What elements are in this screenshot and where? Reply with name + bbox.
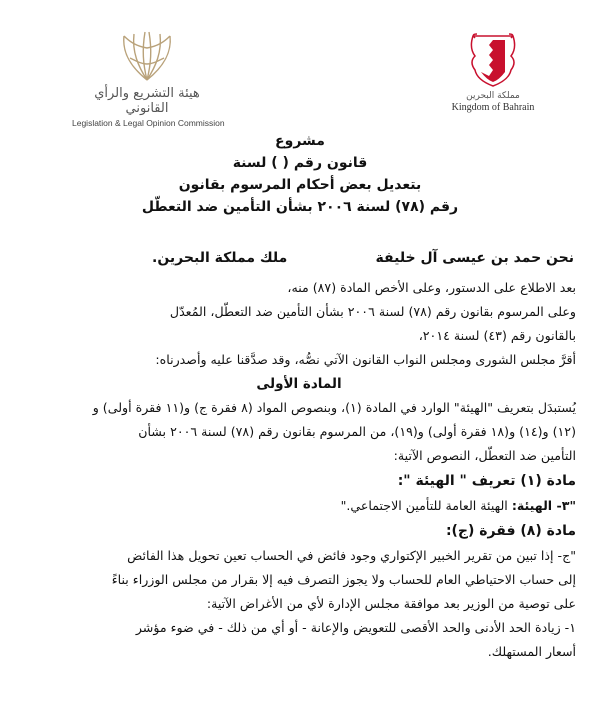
article-eight-line: "ج- إذا تبين من تقرير الخبير الإكتواري وجود فائض في الحساب تعين تحويل هذا الفائض [127,548,576,563]
kingdom-name-ar: مملكة البحرين [466,91,520,101]
article-eight-line: إلى حساب الاحتياطي العام للحساب ولا يجوز التصرف فيه إلا بقرار من مجلس الوزراء بناءً [111,572,576,587]
article-one-line: يُستبدَل بتعريف "الهيئة" الوارد في المادة (١)، وبنصوص المواد (٨ فقرة ج) و(١١ فقرة أولى) و [92,400,576,415]
preamble-enactment: أقرَّ مجلس الشورى ومجلس النواب القانون الآتي نصُّه، وقد صدَّقنا عليه وأصدرناه: [155,352,576,367]
article-eight-line: أسعار المستهلك. [487,644,576,659]
article-one-heading: المادة الأولى [256,376,342,392]
document-title [0,130,600,218]
bahrain-emblem-icon [469,32,517,88]
article-eight-line: ١- زيادة الحد الأدنى والحد الأقصى للتعويض والإعانة - أو أي من ذلك - في ضوء مؤشر [135,620,576,635]
preamble-decree-amended: بالقانون رقم (٤٣) لسنة ٢٠١٤، [418,328,576,343]
title-line-law-number: قانون رقم ( ) لسنة [232,155,368,171]
preamble-constitution: بعد الاطلاع على الدستور، وعلى الأخص المادة (٨٧) منه، [287,280,576,295]
king-name: نحن حمد بن عيسى آل خليفة [375,250,574,266]
kingdom-logo [448,32,538,113]
article-one-line: (١٢) و(١٤) و(١٨ فقرة أولى) و(١٩)، من المرسوم بقانون رقم (٧٨) لسنة ٢٠٠٦ بشأن [138,424,576,439]
title-line-decree: رقم (٧٨) لسنة ٢٠٠٦ بشأن التأمين ضد التعطّل [141,199,459,215]
title-line-draft: مشروع [275,133,325,149]
document-body [22,250,576,664]
definition-term: "٣- الهيئة: [511,498,576,513]
article-eight-line: على توصية من الوزير بعد موافقة مجلس الإدارة لأي من الأغراض الآتية: [206,596,576,611]
preamble-decree: وعلى المرسوم بقانون رقم (٧٨) لسنة ٢٠٠٦ بشأن التأمين ضد التعطّل، المُعدّل [169,304,576,319]
commission-name-ar: هيئة التشريع والرأي القانوني [94,86,200,116]
commission-name-en: Legislation & Legal Opinion Commission [72,118,225,128]
title-line-amending: بتعديل بعض أحكام المرسوم بقانون [178,177,422,193]
king-line [22,250,576,266]
kingdom-name-en: Kingdom of Bahrain [451,102,535,113]
article-definition-heading: مادة (١) تعريف " الهيئة ": [397,473,576,489]
article-one-line: التأمين ضد التعطّل، النصوص الآتية: [393,448,576,463]
commission-emblem-icon [112,28,182,84]
commission-logo [72,28,225,128]
definition-value: الهيئة العامة للتأمين الاجتماعي." [340,498,512,513]
king-title: ملك مملكة البحرين. [152,250,288,266]
article-eight-heading: مادة (٨) فقرة (ج): [445,523,576,539]
definition-text [22,494,576,518]
